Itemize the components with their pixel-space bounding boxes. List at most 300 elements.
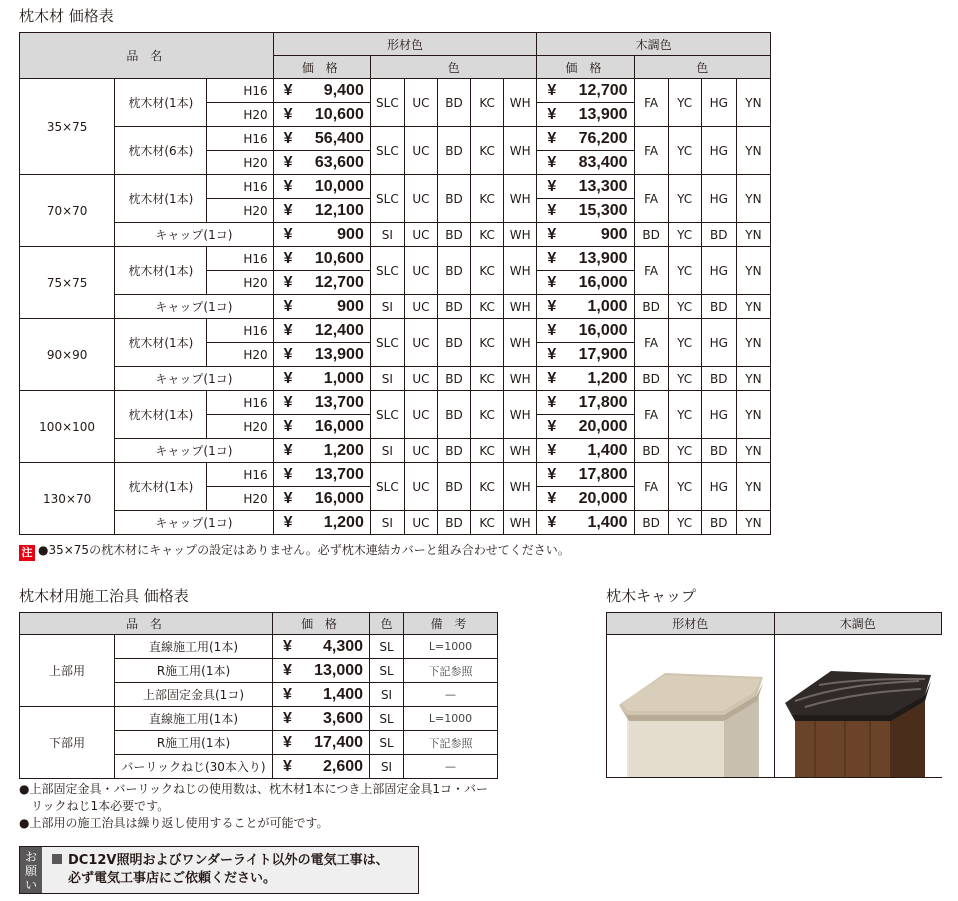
keizai-price (273, 343, 370, 367)
cap-keizai-color: BD (438, 295, 471, 319)
tool-name: 直線施工用(1本) (115, 707, 273, 731)
tool-name: バーリックねじ(30本入り) (115, 755, 273, 779)
beam-height: H20 (207, 199, 273, 223)
mokuchou-color: YC (668, 391, 701, 439)
keizai-color: WH (504, 79, 537, 127)
mokuchou-color: HG (701, 391, 736, 439)
yen-sign: ¥ (547, 225, 557, 243)
table-row (20, 223, 771, 247)
price-amount: 900 (337, 225, 364, 243)
yen-sign: ¥ (547, 153, 557, 171)
tool-group-label: 上部用 (20, 635, 115, 707)
mokuchou-price (537, 319, 634, 343)
keizai-color: BD (438, 391, 471, 439)
table-row (20, 511, 771, 535)
yen-sign: ¥ (283, 685, 292, 703)
yen-sign: ¥ (283, 709, 292, 727)
price-amount: 63,600 (314, 153, 364, 171)
keizai-color: KC (471, 463, 504, 511)
keizai-price (273, 487, 370, 511)
cap-keizai-label: 形材色 (607, 613, 775, 634)
keizai-color: WH (504, 319, 537, 367)
yen-sign: ¥ (283, 417, 293, 435)
keizai-color: UC (404, 175, 437, 223)
yen-sign: ¥ (547, 297, 557, 315)
price-amount: 1,000 (323, 369, 364, 387)
cap-mokuchou-label: 木調色 (775, 613, 942, 634)
cap-keizai-color: WH (504, 223, 537, 247)
price-amount: 13,700 (314, 393, 364, 411)
notice-box (19, 846, 419, 894)
tools-note-line: リックねじ1本必要です。 (31, 799, 170, 813)
price-amount: 15,300 (578, 201, 628, 219)
yen-sign: ¥ (283, 637, 292, 655)
price-amount: 20,000 (578, 417, 628, 435)
price-amount: 17,800 (578, 465, 628, 483)
mokuchou-price (537, 391, 634, 415)
size-label: 35×75 (20, 79, 115, 175)
cap-keizai-price (273, 223, 370, 247)
yen-sign: ¥ (547, 105, 557, 123)
header-mokuchou: 木調色 (537, 33, 771, 56)
yen-sign: ¥ (283, 81, 293, 99)
keizai-color: SLC (370, 247, 404, 295)
cap-mokuchou-price (537, 439, 634, 463)
beam-height: H20 (207, 343, 273, 367)
cap-keizai-color: BD (438, 511, 471, 535)
tool-color: SI (370, 755, 404, 779)
tool-name: 直線施工用(1本) (115, 635, 273, 659)
yen-sign: ¥ (547, 513, 557, 531)
mokuchou-color: FA (634, 127, 668, 175)
cap-keizai-color: KC (471, 367, 504, 391)
keizai-price (273, 151, 370, 175)
beam-name: 枕木材(1本) (115, 463, 207, 511)
tools-price-table-title: 枕木材用施工治具 価格表 (19, 587, 189, 605)
keizai-color: UC (404, 127, 437, 175)
price-amount: 10,600 (314, 105, 364, 123)
cap-image-box (606, 612, 942, 778)
notice-label (20, 847, 42, 893)
beam-height: H16 (207, 247, 273, 271)
mokuchou-color: YC (668, 247, 701, 295)
cap-mokuchou-color: BD (701, 367, 736, 391)
yen-sign: ¥ (283, 129, 293, 147)
price-amount: 10,600 (314, 249, 364, 267)
cap-keizai-color: KC (471, 223, 504, 247)
tool-price (273, 755, 370, 779)
mokuchou-color: YN (736, 175, 770, 223)
yen-sign: ¥ (547, 273, 557, 291)
price-amount: 10,000 (314, 177, 364, 195)
cap-mokuchou-color: BD (701, 295, 736, 319)
tools-header-remarks: 備 考 (404, 613, 498, 635)
keizai-color: SLC (370, 79, 404, 127)
keizai-color: SLC (370, 127, 404, 175)
main-price-table-title: 枕木材 価格表 (19, 7, 114, 25)
cap-mokuchou-color: YC (668, 295, 701, 319)
mokuchou-color: HG (701, 463, 736, 511)
keizai-color: KC (471, 247, 504, 295)
table-row (20, 367, 771, 391)
price-amount: 900 (600, 225, 628, 243)
cap-keizai-color: UC (404, 511, 437, 535)
keizai-color: BD (438, 247, 471, 295)
table-row (20, 439, 771, 463)
beam-height: H20 (207, 271, 273, 295)
tool-remark: 下記参照 (404, 659, 498, 683)
mokuchou-color: YC (668, 175, 701, 223)
price-amount: 1,200 (323, 513, 364, 531)
yen-sign: ¥ (547, 369, 557, 387)
notice-label-bottom: 願い (24, 864, 37, 892)
cap-mokuchou-color: BD (634, 367, 668, 391)
tool-remark: L=1000 (404, 707, 498, 731)
yen-sign: ¥ (283, 369, 293, 387)
mokuchou-color: YN (736, 127, 770, 175)
cap-mokuchou-color: BD (634, 223, 668, 247)
price-amount: 900 (337, 297, 364, 315)
mokuchou-price (537, 271, 634, 295)
keizai-color: KC (471, 319, 504, 367)
cap-keizai-color: SI (370, 439, 404, 463)
keizai-color: SLC (370, 319, 404, 367)
cap-name: キャップ(1コ) (115, 439, 273, 463)
mokuchou-color: YN (736, 319, 770, 367)
mokuchou-color: HG (701, 319, 736, 367)
cap-keizai-price (273, 367, 370, 391)
mokuchou-color: FA (634, 175, 668, 223)
keizai-price (273, 271, 370, 295)
price-amount: 13,900 (314, 345, 364, 363)
price-amount: 1,200 (587, 369, 628, 387)
tool-remark: — (404, 755, 498, 779)
keizai-price (273, 199, 370, 223)
beam-height: H16 (207, 175, 273, 199)
yen-sign: ¥ (283, 465, 293, 483)
yen-sign: ¥ (283, 733, 292, 751)
cap-keizai-price (273, 439, 370, 463)
mokuchou-color: FA (634, 79, 668, 127)
price-amount: 1,000 (587, 297, 628, 315)
header-keizai: 形材色 (273, 33, 537, 56)
beam-height: H20 (207, 487, 273, 511)
keizai-color: SLC (370, 175, 404, 223)
mokuchou-color: YC (668, 79, 701, 127)
keizai-color: SLC (370, 391, 404, 439)
tool-color: SL (370, 659, 404, 683)
price-amount: 17,800 (578, 393, 628, 411)
tool-name: 上部固定金具(1コ) (115, 683, 273, 707)
tool-group-label: 下部用 (20, 707, 115, 779)
keizai-color: WH (504, 247, 537, 295)
table-row (20, 319, 771, 343)
tool-color: SL (370, 731, 404, 755)
yen-sign: ¥ (283, 153, 293, 171)
square-bullet-icon (52, 854, 62, 864)
tool-price (273, 683, 370, 707)
keizai-color: BD (438, 463, 471, 511)
price-amount: 2,600 (322, 757, 364, 775)
cap-keizai-color: UC (404, 295, 437, 319)
cap-mokuchou-color: YN (736, 223, 770, 247)
notice-line-1: DC12V照明およびワンダーライト以外の電気工事は、 (68, 853, 389, 868)
price-amount: 1,400 (322, 685, 364, 703)
beam-height: H16 (207, 127, 273, 151)
price-amount: 16,000 (314, 489, 364, 507)
beam-height: H16 (207, 463, 273, 487)
notice-line-2: 必ず電気工事店にご依頼ください。 (68, 871, 277, 886)
keizai-color: BD (438, 319, 471, 367)
cap-keizai-color: UC (404, 439, 437, 463)
keizai-price (273, 175, 370, 199)
cap-keizai-color: WH (504, 511, 537, 535)
mokuchou-price (537, 415, 634, 439)
keizai-price (273, 391, 370, 415)
keizai-color: UC (404, 79, 437, 127)
cap-keizai-color: SI (370, 295, 404, 319)
beam-height: H20 (207, 151, 273, 175)
beam-height: H16 (207, 319, 273, 343)
cap-name: キャップ(1コ) (115, 295, 273, 319)
beam-name: 枕木材(1本) (115, 175, 207, 223)
price-amount: 16,000 (578, 273, 628, 291)
price-amount: 20,000 (578, 489, 628, 507)
header-keizai-color: 色 (370, 56, 536, 79)
mokuchou-color: HG (701, 79, 736, 127)
yen-sign: ¥ (547, 489, 557, 507)
price-amount: 13,300 (578, 177, 628, 195)
tool-name: R施工用(1本) (115, 659, 273, 683)
size-label: 130×70 (20, 463, 115, 535)
beam-height: H20 (207, 415, 273, 439)
yen-sign: ¥ (283, 225, 293, 243)
cap-keizai-color: KC (471, 439, 504, 463)
price-amount: 3,600 (322, 709, 364, 727)
main-note-text: ●35×75の枕木材にキャップの設定はありません。必ず枕木連結カバーと組み合わせてください。 (38, 543, 570, 557)
yen-sign: ¥ (547, 441, 557, 459)
price-amount: 56,400 (314, 129, 364, 147)
main-price-table (19, 32, 771, 535)
cap-keizai-color: KC (471, 511, 504, 535)
yen-sign: ¥ (547, 201, 557, 219)
tools-header-color: 色 (370, 613, 404, 635)
beam-name: 枕木材(1本) (115, 391, 207, 439)
cap-keizai-color: WH (504, 439, 537, 463)
mokuchou-color: YN (736, 463, 770, 511)
cap-keizai-color: BD (438, 223, 471, 247)
tools-note-line: ●上部固定金具・バーリックねじの使用数は、枕木材1本につき上部固定金具1コ・バー (19, 782, 489, 796)
tools-notes (19, 781, 488, 832)
yen-sign: ¥ (283, 757, 292, 775)
yen-sign: ¥ (547, 465, 557, 483)
keizai-color: KC (471, 391, 504, 439)
price-amount: 13,000 (314, 661, 364, 679)
cap-keizai-color: WH (504, 295, 537, 319)
table-row (20, 707, 498, 731)
mokuchou-price (537, 343, 634, 367)
yen-sign: ¥ (283, 249, 293, 267)
header-mokuchou-price: 価 格 (537, 56, 634, 79)
price-amount: 16,000 (314, 417, 364, 435)
price-amount: 17,900 (578, 345, 628, 363)
keizai-price (273, 247, 370, 271)
yen-sign: ¥ (283, 201, 293, 219)
yen-sign: ¥ (547, 417, 557, 435)
cap-keizai-color: KC (471, 295, 504, 319)
mokuchou-price (537, 103, 634, 127)
tool-price (273, 707, 370, 731)
keizai-color: WH (504, 391, 537, 439)
cap-mokuchou-color: YC (668, 367, 701, 391)
price-amount: 4,300 (322, 637, 364, 655)
tools-header-price: 価 格 (273, 613, 370, 635)
tool-remark: — (404, 683, 498, 707)
beam-name: 枕木材(1本) (115, 319, 207, 367)
mokuchou-color: YN (736, 247, 770, 295)
notice-text (52, 852, 389, 888)
cap-mokuchou-color: BD (634, 439, 668, 463)
cap-name: キャップ(1コ) (115, 367, 273, 391)
cap-keizai-price (273, 295, 370, 319)
price-amount: 12,400 (314, 321, 364, 339)
mokuchou-price (537, 487, 634, 511)
yen-sign: ¥ (547, 81, 557, 99)
table-row (20, 175, 771, 199)
price-amount: 1,200 (323, 441, 364, 459)
tools-note-line: ●上部用の施工治具は繰り返し使用することが可能です。 (19, 816, 329, 830)
price-amount: 13,900 (578, 105, 628, 123)
keizai-color: UC (404, 463, 437, 511)
keizai-price (273, 319, 370, 343)
beam-height: H16 (207, 79, 273, 103)
yen-sign: ¥ (283, 273, 293, 291)
keizai-color: WH (504, 463, 537, 511)
price-amount: 1,400 (587, 441, 628, 459)
yen-sign: ¥ (283, 393, 293, 411)
cap-section-title: 枕木キャップ (606, 587, 697, 605)
keizai-color: UC (404, 391, 437, 439)
yen-sign: ¥ (547, 393, 557, 411)
mokuchou-color: YC (668, 319, 701, 367)
mokuchou-price (537, 127, 634, 151)
cap-mokuchou-color: YN (736, 367, 770, 391)
beam-name: 枕木材(6本) (115, 127, 207, 175)
yen-sign: ¥ (283, 345, 293, 363)
keizai-color: BD (438, 127, 471, 175)
header-keizai-price: 価 格 (273, 56, 370, 79)
keizai-price (273, 79, 370, 103)
size-label: 90×90 (20, 319, 115, 391)
cap-mokuchou-color: BD (701, 511, 736, 535)
cap-mokuchou-photo (775, 635, 942, 777)
mokuchou-color: YC (668, 463, 701, 511)
keizai-color: WH (504, 175, 537, 223)
keizai-color: SLC (370, 463, 404, 511)
mokuchou-price (537, 463, 634, 487)
tool-color: SI (370, 683, 404, 707)
mokuchou-price (537, 151, 634, 175)
table-row (20, 295, 771, 319)
beam-name: 枕木材(1本) (115, 79, 207, 127)
cap-mokuchou-color: BD (701, 223, 736, 247)
mokuchou-price (537, 247, 634, 271)
table-row (20, 391, 771, 415)
table-row (20, 463, 771, 487)
cap-mokuchou-color: YC (668, 511, 701, 535)
tool-name: R施工用(1本) (115, 731, 273, 755)
tool-color: SL (370, 635, 404, 659)
table-row (20, 247, 771, 271)
keizai-color: UC (404, 319, 437, 367)
cap-mokuchou-color: BD (701, 439, 736, 463)
tool-price (273, 731, 370, 755)
tool-remark: L=1000 (404, 635, 498, 659)
size-label: 100×100 (20, 391, 115, 463)
cap-mokuchou-price (537, 367, 634, 391)
cap-keizai-color: SI (370, 367, 404, 391)
yen-sign: ¥ (547, 321, 557, 339)
mokuchou-color: YC (668, 127, 701, 175)
cap-keizai-color: BD (438, 439, 471, 463)
beam-height: H20 (207, 103, 273, 127)
cap-name: キャップ(1コ) (115, 223, 273, 247)
price-amount: 17,400 (314, 733, 364, 751)
tool-color: SL (370, 707, 404, 731)
cap-mokuchou-price (537, 223, 634, 247)
yen-sign: ¥ (547, 129, 557, 147)
cap-mokuchou-color: YC (668, 223, 701, 247)
cap-keizai-color: SI (370, 223, 404, 247)
tool-price (273, 659, 370, 683)
price-amount: 12,100 (314, 201, 364, 219)
yen-sign: ¥ (547, 345, 557, 363)
tool-price (273, 635, 370, 659)
cap-name: キャップ(1コ) (115, 511, 273, 535)
yen-sign: ¥ (283, 321, 293, 339)
mokuchou-price (537, 175, 634, 199)
keizai-price (273, 415, 370, 439)
cap-keizai-color: SI (370, 511, 404, 535)
cap-keizai-color: BD (438, 367, 471, 391)
notice-label-top: お (24, 850, 37, 864)
keizai-price (273, 103, 370, 127)
cap-mokuchou-color: BD (634, 511, 668, 535)
cap-mokuchou-color: YN (736, 511, 770, 535)
tool-remark: 下記参照 (404, 731, 498, 755)
price-amount: 1,400 (587, 513, 628, 531)
mokuchou-color: HG (701, 175, 736, 223)
yen-sign: ¥ (547, 177, 557, 195)
yen-sign: ¥ (283, 177, 293, 195)
mokuchou-color: HG (701, 247, 736, 295)
keizai-color: KC (471, 127, 504, 175)
table-row (20, 79, 771, 103)
keizai-color: BD (438, 79, 471, 127)
keizai-color: UC (404, 247, 437, 295)
cap-keizai-color: WH (504, 367, 537, 391)
cap-mokuchou-color: BD (634, 295, 668, 319)
price-amount: 13,900 (578, 249, 628, 267)
mokuchou-color: FA (634, 247, 668, 295)
note-badge: 注 (19, 545, 35, 561)
cap-keizai-color: UC (404, 223, 437, 247)
yen-sign: ¥ (547, 249, 557, 267)
cap-keizai-color: UC (404, 367, 437, 391)
cap-keizai-photo (607, 635, 775, 777)
yen-sign: ¥ (283, 105, 293, 123)
table-row (20, 635, 498, 659)
